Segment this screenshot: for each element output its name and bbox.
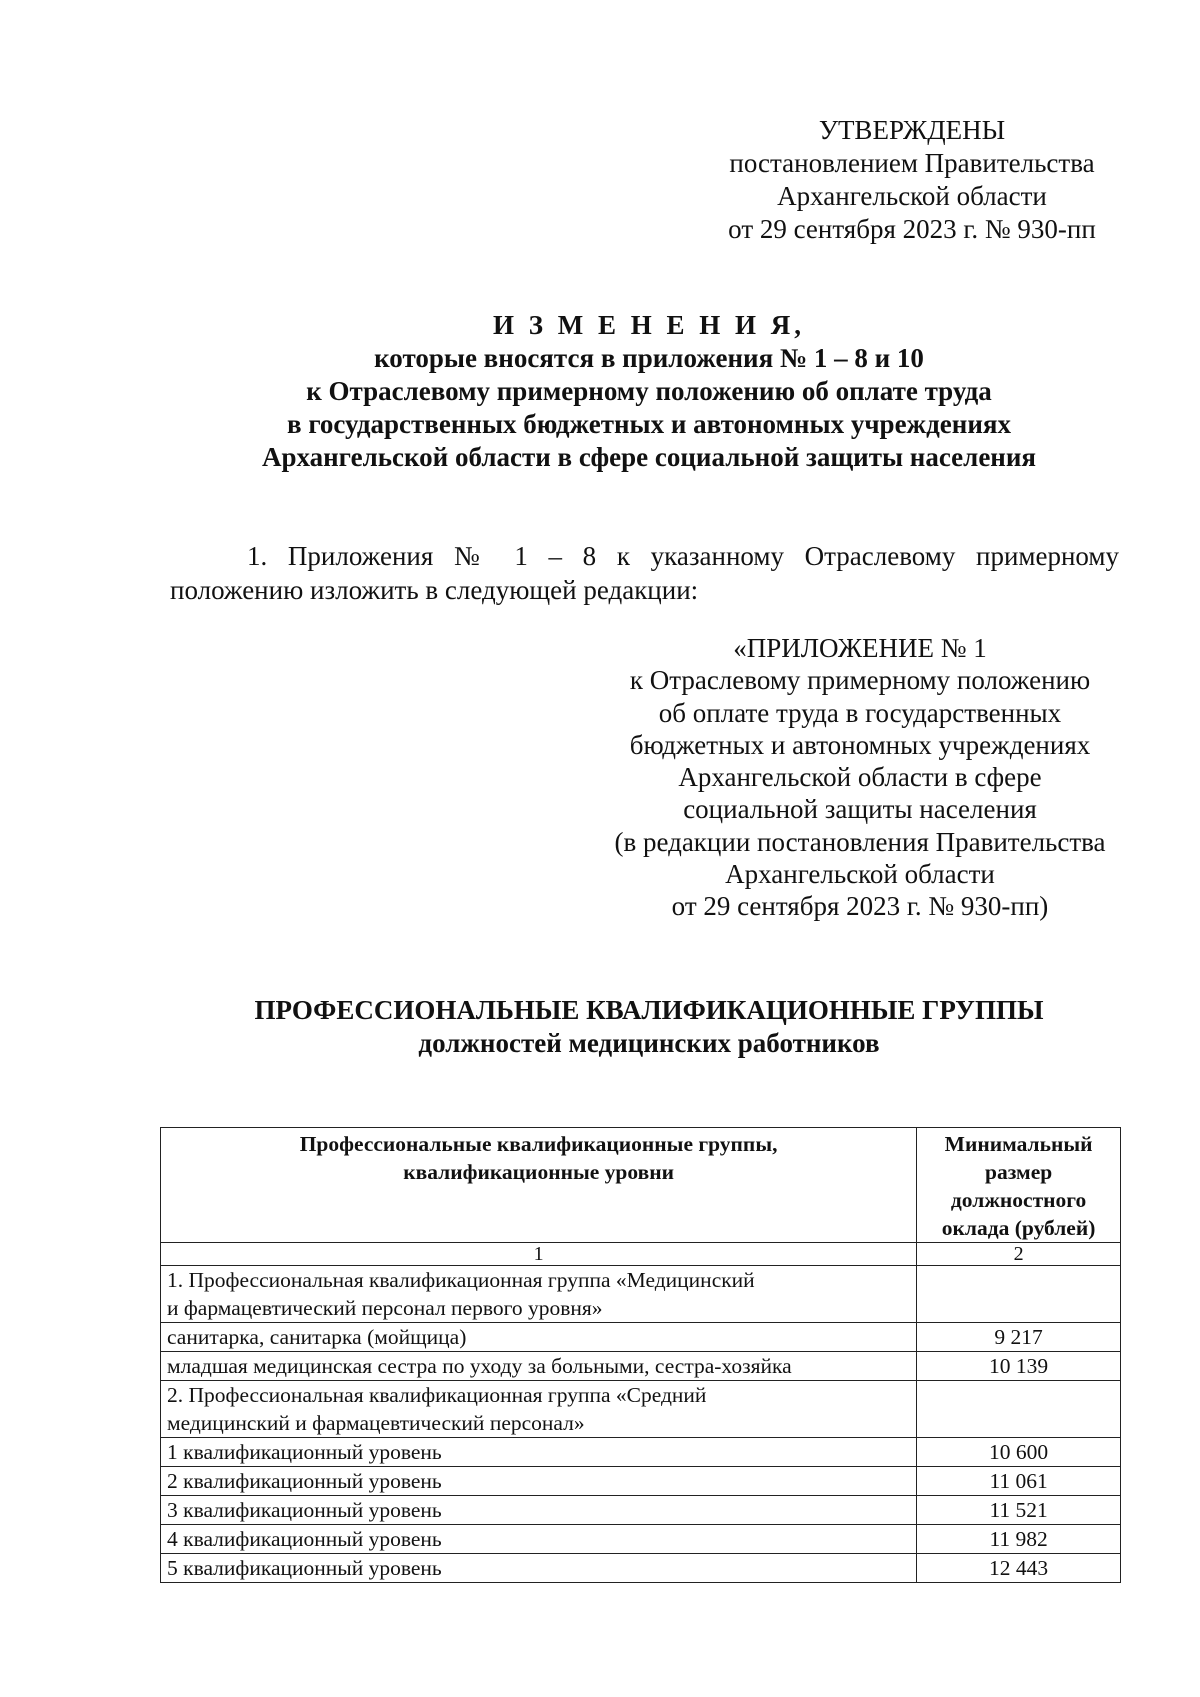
paragraph-line: 1. Приложения № 1 – 8 к указанному Отраслевому примерному	[247, 541, 1119, 571]
section-heading: ПРОФЕССИОНАЛЬНЫЕ КВАЛИФИКАЦИОННЫЕ ГРУППЫ	[254, 995, 1044, 1025]
section-subheading: должностей медицинских работников	[418, 1028, 880, 1058]
row-label: 5 квалификационный уровень	[161, 1554, 917, 1583]
table-row	[161, 1323, 1121, 1352]
row-label: санитарка, санитарка (мойщица)	[161, 1323, 917, 1352]
table-row	[161, 1381, 1121, 1438]
row-text: медицинский и фармацевтический персонал»	[167, 1411, 585, 1435]
header-text: оклада (рублей)	[941, 1216, 1096, 1240]
row-value: 11 982	[917, 1525, 1121, 1554]
row-label: 1 квалификационный уровень	[161, 1438, 917, 1467]
body-paragraph	[170, 539, 1119, 607]
appendix-line: социальной защиты населения	[683, 794, 1037, 825]
header-salary	[917, 1128, 1121, 1243]
document-title	[170, 309, 1128, 474]
row-label: 4 квалификационный уровень	[161, 1525, 917, 1554]
row-value: 9 217	[917, 1323, 1121, 1352]
appendix-line: (в редакции постановления Правительства	[614, 826, 1106, 857]
title-line: которые вносятся в приложения № 1 – 8 и 10	[374, 343, 924, 373]
approval-line: Архангельской области	[777, 181, 1047, 211]
row-text: 1. Профессиональная квалификационная группа «Медицинский	[167, 1268, 755, 1292]
appendix-header	[590, 632, 1130, 923]
header-text: квалификационные уровни	[403, 1160, 674, 1184]
table-row	[161, 1554, 1121, 1583]
row-value: 11 061	[917, 1467, 1121, 1496]
section-title	[170, 994, 1128, 1060]
row-text: 2. Профессиональная квалификационная группа «Средний	[167, 1383, 707, 1407]
row-value: 10 600	[917, 1438, 1121, 1467]
table-row	[161, 1496, 1121, 1525]
approval-line: постановлением Правительства	[729, 148, 1095, 178]
paragraph-line: положению изложить в следующей редакции:	[170, 575, 699, 605]
column-number-row	[161, 1243, 1121, 1266]
row-text: и фармацевтический персонал первого уровня»	[167, 1296, 603, 1320]
appendix-title: «ПРИЛОЖЕНИЕ № 1	[733, 633, 987, 663]
appendix-line: об оплате труда в государственных	[658, 697, 1062, 728]
appendix-line: бюджетных и автономных учреждениях	[629, 729, 1091, 760]
appendix-line: Архангельской области	[725, 859, 995, 890]
approval-date: от 29 сентября 2023 г. № 930-пп	[728, 214, 1096, 244]
table-row	[161, 1467, 1121, 1496]
table-row	[161, 1266, 1121, 1323]
row-label: 3 квалификационный уровень	[161, 1496, 917, 1525]
row-value: 12 443	[917, 1554, 1121, 1583]
row-value	[917, 1266, 1121, 1323]
column-number: 2	[917, 1243, 1121, 1266]
row-value	[917, 1381, 1121, 1438]
salary-table	[160, 1127, 1121, 1583]
row-label: 2 квалификационный уровень	[161, 1467, 917, 1496]
appendix-line: к Отраслевому примерному положению	[629, 665, 1091, 696]
header-text: должностного	[950, 1188, 1087, 1212]
appendix-line: Архангельской области в сфере	[678, 762, 1042, 793]
header-text: размер	[985, 1160, 1053, 1184]
title-line: Архангельской области в сфере социальной защиты населения	[261, 442, 1037, 472]
header-text: Минимальный	[944, 1132, 1093, 1156]
table-row	[161, 1352, 1121, 1381]
row-value: 11 521	[917, 1496, 1121, 1525]
row-label	[161, 1266, 917, 1323]
table-header-row	[161, 1128, 1121, 1243]
appendix-line: от 29 сентября 2023 г. № 930-пп)	[671, 891, 1049, 922]
approval-title: УТВЕРЖДЕНЫ	[818, 115, 1006, 145]
header-text: Профессиональные квалификационные группы,	[299, 1132, 778, 1156]
title-heading: И З М Е Н Е Н И Я,	[492, 310, 805, 340]
title-line: в государственных бюджетных и автономных учреждениях	[287, 409, 1011, 439]
row-value: 10 139	[917, 1352, 1121, 1381]
row-label: младшая медицинская сестра по уходу за больными, сестра-хозяйка	[161, 1352, 917, 1381]
approval-stamp	[712, 114, 1112, 246]
header-groups	[161, 1128, 917, 1243]
title-line: к Отраслевому примерному положению об оплате труда	[306, 376, 992, 406]
table-row	[161, 1438, 1121, 1467]
row-label	[161, 1381, 917, 1438]
column-number: 1	[161, 1243, 917, 1266]
table-row	[161, 1525, 1121, 1554]
